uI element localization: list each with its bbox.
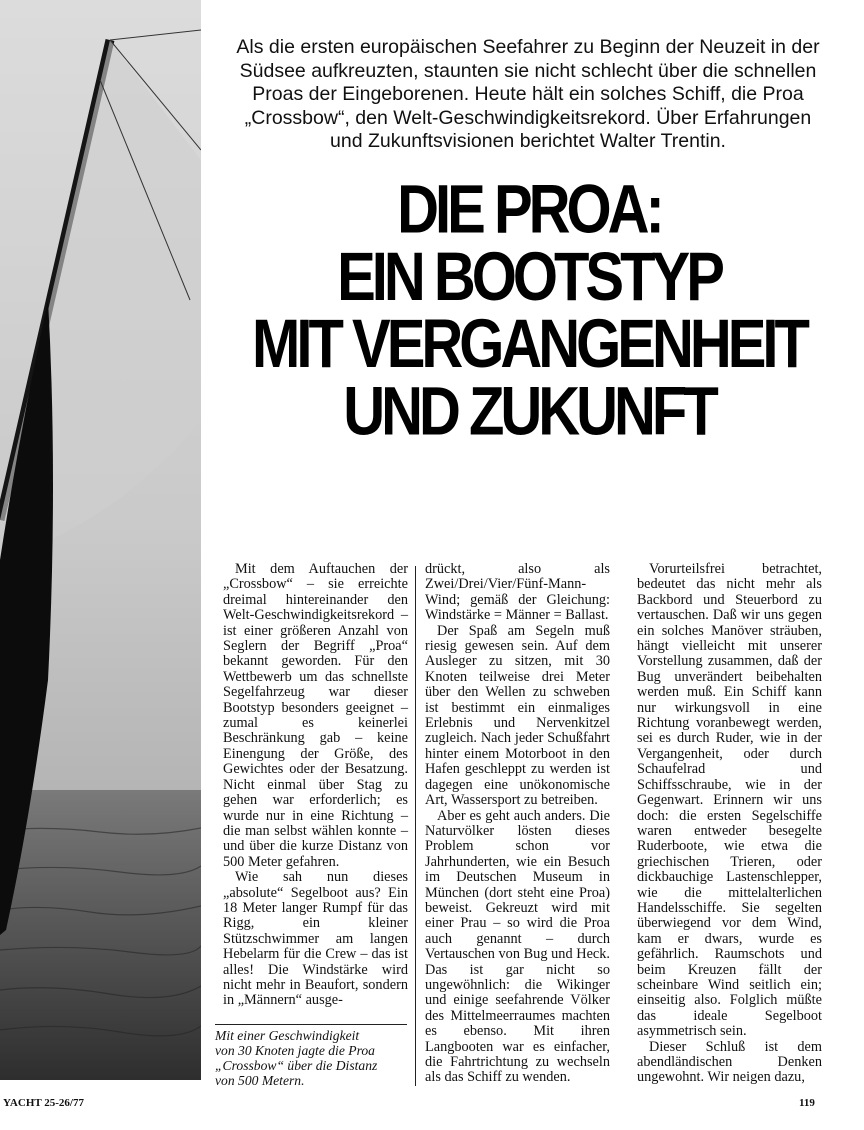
article-column-3 [637, 562, 822, 1086]
page-number: 119 [799, 1097, 815, 1109]
caption-line: „Crossbow“ über die Distanz [215, 1058, 378, 1073]
lead-paragraph [214, 36, 842, 154]
page-title [214, 171, 844, 450]
sailboat-photo [0, 0, 201, 1080]
lead-line: Proas der Eingeborenen. Heute hält ein solches Schiff, die Proa [252, 83, 804, 105]
paragraph: Mit dem Auftauchen der „Crossbow“ – sie erreichte dreimal hintereinander den Welt-Geschwindigkeitsrekord – ist einer größeren Anzahl von Seglern der Begriff „Proa“ bekannt geworden. Für den Wettbewerb um das schnellste Segelfahrzeug war dieser Bootstyp besonders geeignet – zumal es keinerlei Beschränkung gab – keine Einengung der Größe, des Gewichtes oder der Besatzung. Nicht einmal über Stag zu gehen war erforderlich; es wurde nur in eine Richtung – die man selbst wählen konnte – und über die kurze Distanz von 500 Meter gefahren. [223, 561, 408, 870]
magazine-issue: YACHT 25-26/77 [3, 1097, 84, 1109]
article-column-2 [425, 562, 610, 1086]
lead-line: Als die ersten europäischen Seefahrer zu Beginn der Neuzeit in der [236, 36, 820, 58]
paragraph: Dieser Schluß ist dem abendländischen Denken ungewohnt. Wir neigen dazu, [637, 1038, 822, 1086]
column-divider [415, 566, 416, 1086]
article-column-1 [223, 562, 408, 1009]
caption-line: von 500 Metern. [215, 1073, 305, 1088]
title-line: MIT VERGANGENHEIT [252, 305, 806, 383]
photo-image [0, 0, 201, 1080]
caption-line: von 30 Knoten jagte die Proa [215, 1043, 375, 1058]
caption-line: Mit einer Geschwindigkeit [215, 1028, 360, 1043]
paragraph: Wie sah nun dieses „absolute“ Segelboot aus? Ein 18 Meter langer Rumpf für das Rigg, ein kleiner Stützschwimmer am langen Hebelarm für die Crew – das ist alles! Die Windstärke wird nicht mehr in Beaufort, sondern in „Männern“ ausge- [223, 869, 408, 1009]
paragraph: Vorurteilsfrei betrachtet, bedeutet das nicht mehr als Backbord und Steuerbord zu vertauschen. Daß wir uns gegen ein solches Manöver sträuben, hängt vielleicht mit unserer Vorstellung zusammen, daß der Bug unverändert beibehalten werden muß. Ein Schiff kann nur wirkungsvoll in eine Richtung voranbewegt werden, sei es durch Ruder, wie in der Vergangenheit, oder durch Schaufelrad und Schiffsschraube, wie in der Gegenwart. Erinnern wir uns doch: die ersten Segelschiffe waren entweder besegelte Ruderboote, wie etwa die griechischen Trieren, oder dickbauchige Lastenschlepper, wie die mittelalterlichen Handelsschiffe. Sie segelten überwiegend vor dem Wind, kam er dwars, wurde es gefährlich. Raumschots und beim Kreuzen fällt der scheinbare Wind seitlich ein; einseitig also. Folglich müßte das ideale Segelboot asymmetrisch sein. [637, 561, 822, 1040]
photo-caption [215, 1024, 407, 1088]
lead-line: Südsee aufkreuzten, staunten sie nicht schlecht über die schnellen [239, 59, 817, 82]
paragraph: drückt, also als Zwei/Drei/Vier/Fünf-Mann-Wind; gemäß der Gleichung: Windstärke = Männer = Ballast. [425, 561, 610, 624]
paragraph: Aber es geht auch anders. Die Naturvölker lösten dieses Problem schon vor Jahrhunderten, wie ein Besuch im Deutschen Museum in München (dort steht eine Proa) beweist. Gekreuzt wird mit einer Prau – so wird die Proa auch genannt – durch Vertauschen von Bug und Heck. Das ist gar nicht so ungewöhnlich: die Wikinger und einige seefahrende Völker des Mittelmeerraumes machten es ebenso. Mit ihren Langbooten war es einfacher, die Fahrtrichtung zu wechseln als das Schiff zu wenden. [425, 807, 610, 1086]
paragraph: Der Spaß am Segeln muß riesig gewesen sein. Auf dem Ausleger zu sitzen, mit 30 Knoten teilweise drei Meter über den Wellen zu schweben ist bestimmt ein einmaliges Erlebnis und Nervenkitzel zugleich. Nach jeder Schußfahrt hinter einem Motorboot in den Hafen geschleppt zu werden ist dagegen eine unökonomische Art, Wassersport zu betreiben. [425, 622, 610, 809]
lead-line: und Zukunftsvisionen berichtet Walter Trentin. [330, 130, 726, 152]
title-line: DIE PROA: [397, 171, 661, 248]
title-line: EIN BOOTSTYP [337, 238, 721, 316]
title-line: UND ZUKUNFT [343, 373, 715, 450]
lead-line: „Crossbow“, den Welt-Geschwindigkeitsrekord. Über Erfahrungen [244, 106, 812, 129]
